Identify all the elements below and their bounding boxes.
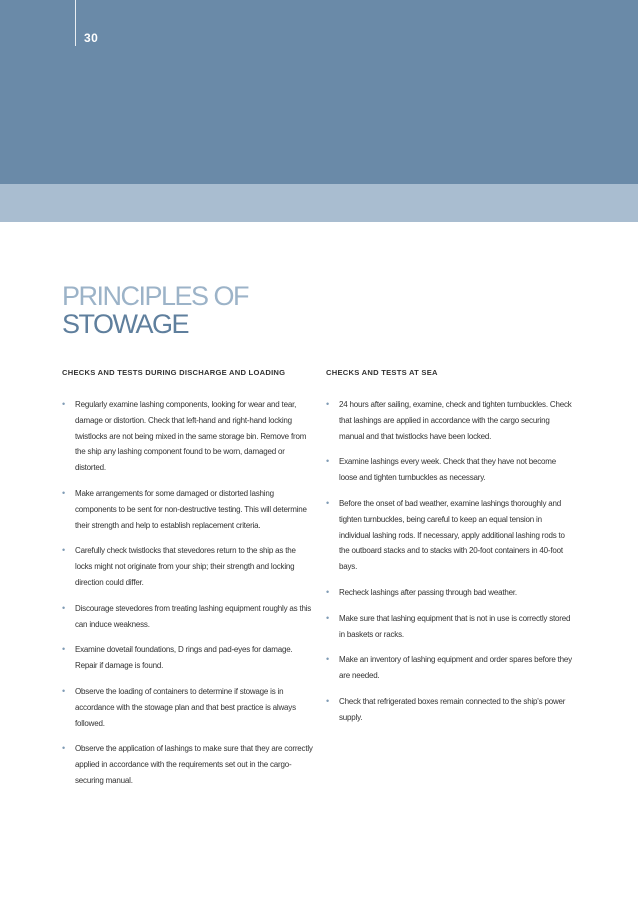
list-item: • Recheck lashings after passing through bad weather. bbox=[326, 585, 572, 601]
bullet-icon: • bbox=[326, 586, 329, 597]
list-item: • Examine dovetail foundations, D rings and pad-eyes for damage. Repair if damage is found. bbox=[62, 644, 293, 671]
list-item: • Carefully check twistlocks that stevedores return to the ship as the locks might not originate from your ship; their strength and locking direction could differ. bbox=[62, 545, 296, 587]
list-item: • Examine lashings every week. Check that they have not become loose and tighten turnbuckles as necessary. bbox=[326, 456, 557, 483]
bullet-icon: • bbox=[326, 654, 329, 665]
bullet-icon: • bbox=[62, 399, 65, 409]
list-item: • Before the onset of bad weather, examine lashings thoroughly and tighten turnbuckles, being careful to keep an equal tension in individual lashing rods. If necessary, apply additional lashing rods to the outboard stacks and to stacks with 20-foot containers in 40-foot bays. bbox=[326, 497, 565, 572]
header-stripe bbox=[0, 184, 638, 222]
bullet-icon: • bbox=[62, 685, 65, 696]
section-heading-at-sea: CHECKS AND TESTS AT SEA bbox=[326, 368, 438, 377]
bullet-icon: • bbox=[326, 456, 329, 467]
bullet-icon: • bbox=[62, 743, 65, 754]
bullet-icon: • bbox=[326, 497, 329, 508]
at-sea-section bbox=[326, 368, 572, 736]
bullet-icon: • bbox=[326, 695, 329, 706]
list-item: • Observe the application of lashings to make sure that they are correctly applied in accordance with the requirements set out in the cargo-securing manual. bbox=[62, 743, 313, 785]
page-number: 30 bbox=[84, 31, 99, 45]
page-title-line-1: PRINCIPLES OF bbox=[62, 281, 249, 311]
bullet-icon: • bbox=[62, 545, 65, 556]
list-item: • Check that refrigerated boxes remain connected to the ship's power supply. bbox=[326, 695, 566, 722]
discharge-loading-section bbox=[62, 368, 314, 799]
bullet-icon: • bbox=[62, 487, 65, 498]
bullet-icon: • bbox=[326, 399, 329, 409]
page-title bbox=[62, 282, 248, 338]
section-heading-discharge-loading: CHECKS AND TESTS DURING DISCHARGE AND LOADING bbox=[62, 368, 286, 377]
list-item: • Make sure that lashing equipment that is not in use is correctly stored in baskets or racks. bbox=[326, 612, 571, 639]
checklist-at-sea bbox=[326, 397, 572, 726]
bullet-icon: • bbox=[326, 612, 329, 623]
checklist-discharge-loading bbox=[62, 397, 314, 789]
page-title-line-2: STOWAGE bbox=[62, 309, 189, 339]
list-item: • Observe the loading of containers to determine if stowage is in accordance with the stowage plan and that best practice is always followed. bbox=[62, 685, 296, 728]
page-number-rule bbox=[75, 0, 76, 46]
list-item: • 24 hours after sailing, examine, check and tighten turnbuckles. Check that lashings are applied in accordance with the cargo securing manual and that twistlocks have been locked. bbox=[326, 399, 572, 441]
list-item: • Make arrangements for some damaged or distorted lashing components to be sent for non-destructive testing. This will determine their strength and help to establish replacement criteria. bbox=[62, 487, 307, 530]
list-item: • Discourage stevedores from treating lashing equipment roughly as this can induce weakness. bbox=[62, 602, 312, 629]
bullet-icon: • bbox=[62, 644, 65, 655]
list-item: • Make an inventory of lashing equipment and order spares before they are needed. bbox=[326, 654, 572, 681]
header-band bbox=[0, 0, 638, 184]
bullet-icon: • bbox=[62, 602, 65, 613]
list-item: • Regularly examine lashing components, looking for wear and tear, damage or distortion. Check that left-hand and right-hand locking twistlocks are not being mixed in the same storage bin. Remove from the ship any lashing component found to be worn, damaged or distorted. bbox=[62, 399, 307, 473]
